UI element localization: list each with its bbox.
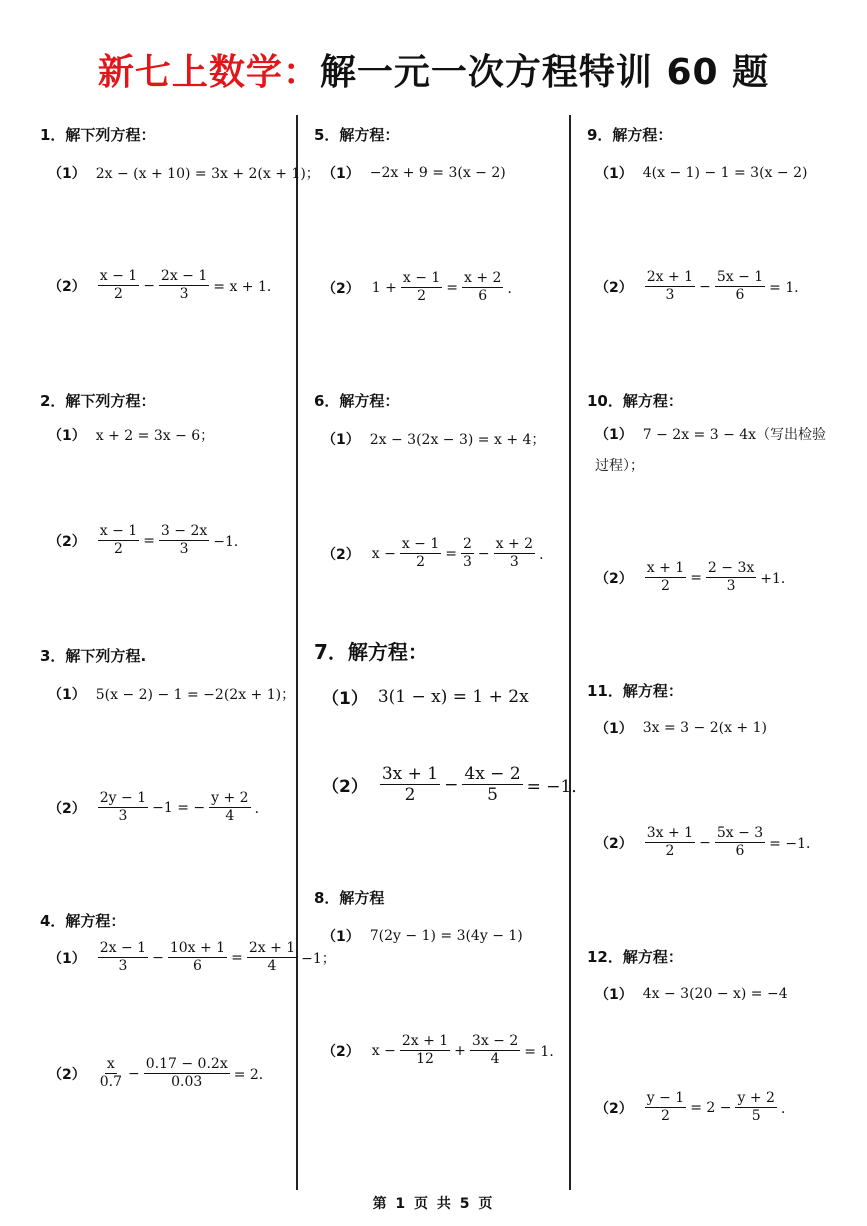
operator: = 1． [769, 279, 809, 296]
numerator: 5x − 1 [716, 269, 764, 285]
denominator: 6 [478, 288, 488, 304]
fraction [209, 790, 250, 825]
problem-1-title: 1．解下列方程： [40, 126, 156, 144]
fraction [462, 764, 522, 805]
problem-4-part-1: （1） $\frac{2x - 1}{3}$ − $\frac{10x + 1}{6}$ = $\frac{2x + 1}{4}$ −1； [48, 940, 336, 974]
problem-5-part-2: （2） 1 + $\frac{x - 1}{2}$ = $\frac{x + 2}{6}$ ． [322, 270, 522, 304]
operator: + [454, 1042, 466, 1059]
fraction [735, 1090, 776, 1125]
numerator: x − 1 [99, 268, 138, 284]
page-footer: 第 1 页 共 5 页 [372, 1196, 495, 1212]
problem-9-part-2: （2） $\frac{2x + 1}{3}$ − $\frac{5x - 1}{6}$ = 1． [595, 269, 809, 303]
denominator: 0.7 [99, 1074, 123, 1090]
problem-10-part-2: （2） $\frac{x + 1}{2}$ = $\frac{2 - 3x}{3}$ +1． [595, 560, 795, 594]
numerator: 3 − 2x [160, 523, 208, 539]
operator: − [477, 545, 490, 562]
fraction [98, 790, 148, 825]
problem-11-part-1: （1） 3x = 3 − 2(x + 1) [595, 720, 767, 737]
denominator: 2 [404, 785, 416, 805]
numerator: 2x + 1 [646, 269, 694, 285]
problem-2-part-1: （1） x + 2 = 3x − 6； [48, 425, 214, 445]
denominator: 4 [267, 958, 277, 974]
numerator: x + 2 [464, 270, 502, 286]
operator: = 2 − [690, 1099, 732, 1116]
equation: −2x + 9 = 3(x − 2) [369, 165, 506, 181]
numerator: y − 1 [646, 1090, 685, 1106]
numerator: 2x − 1 [160, 268, 208, 284]
operator: = [143, 532, 155, 549]
denominator: 2 [417, 288, 427, 304]
problem-11-part-2: （2） $\frac{3x + 1}{2}$ − $\frac{5x - 3}{6}$ = −1． [595, 825, 820, 859]
fraction [168, 940, 227, 975]
problem-3-part-2: （2） $\frac{2y - 1}{3}$ −1 = − $\frac{y + 2}{4}$ ． [48, 790, 269, 824]
problem-6-part-1: （1） 2x − 3(2x − 3) = x + 4； [322, 429, 545, 449]
numerator: x + 2 [495, 536, 534, 552]
title-grade: 新七上数学： [97, 52, 320, 93]
problem-9-title: 9．解方程： [587, 126, 673, 144]
numerator: 3x + 1 [381, 764, 439, 784]
problem-5-part-1: （1） −2x + 9 = 3(x − 2) [322, 165, 506, 182]
operator: − [444, 774, 459, 795]
numerator: 3x + 1 [646, 825, 694, 841]
denominator: 5 [487, 785, 498, 805]
numerator: 2x + 1 [401, 1033, 449, 1049]
numerator: 2y − 1 [99, 790, 147, 806]
denominator: 3 [118, 958, 128, 974]
operator: = 1． [524, 1043, 564, 1060]
fraction [159, 523, 209, 558]
numerator: 2 [463, 536, 472, 552]
denominator: 3 [726, 578, 736, 594]
operator: −1 = − [152, 799, 206, 816]
fraction [494, 536, 535, 571]
fraction [401, 270, 442, 305]
fraction [144, 1056, 230, 1091]
operator: − [143, 277, 155, 294]
fraction [400, 1033, 450, 1068]
problem-7-part-2: （2） $\frac{3x + 1}{2}$ − $\frac{4x - 2}{5}$ = −1． [322, 764, 589, 805]
numerator: 3x − 2 [471, 1033, 519, 1049]
operator: −1； [301, 950, 336, 967]
problem-1-part-2: （2） $\frac{x - 1}{2}$ − $\frac{2x - 1}{3}$ = x + 1． [48, 268, 281, 302]
fraction [247, 940, 297, 975]
operator: = [445, 545, 457, 562]
numerator: 2x + 1 [248, 940, 296, 956]
problem-6-part-2: （2） x − $\frac{x - 1}{2}$ = $\frac{2}{3}$ − $\frac{x + 2}{3}$ ． [322, 536, 554, 570]
equation: x + 2 = 3x − 6； [95, 428, 215, 444]
numerator: x [106, 1056, 115, 1072]
problem-8-part-1: （1） 7(2y − 1) = 3(4y − 1) [322, 928, 523, 945]
fraction [98, 1056, 124, 1091]
problem-10-title: 10．解方程： [587, 392, 683, 410]
problem-11-title: 11．解方程： [587, 682, 683, 700]
equation: 2x − (x + 10) = 3x + 2(x + 1)； [95, 166, 320, 182]
fraction [645, 269, 695, 304]
title-topic: 解一元一次方程特训 60 题 [319, 52, 770, 93]
denominator: 2 [114, 286, 123, 302]
numerator: 5x − 3 [716, 825, 764, 841]
problem-4-title: 4．解方程： [40, 912, 126, 930]
denominator: 2 [114, 541, 123, 557]
problem-8-title: 8．解方程 [314, 889, 385, 907]
fraction [461, 536, 474, 571]
numerator: y + 2 [737, 1090, 775, 1106]
problem-2-part-2: （2） $\frac{x - 1}{2}$ = $\frac{3 - 2x}{3}$ −1． [48, 523, 248, 557]
equation: 5(x − 2) − 1 = −2(2x + 1)； [95, 687, 296, 703]
problem-4-part-2: （2） $\frac{x}{0.7}$ − $\frac{0.17 - 0.2x}{0.03}$ = 2． [48, 1056, 273, 1090]
operator: = x + 1． [213, 278, 281, 295]
numerator: x + 1 [646, 560, 685, 576]
operator: = −1． [526, 777, 589, 797]
fraction [400, 536, 441, 571]
denominator: 3 [665, 287, 675, 303]
column-divider-right [569, 115, 571, 1190]
equation: 4x − 3(20 − x) = −4 [642, 986, 788, 1002]
problem-9-part-1: （1） 4(x − 1) − 1 = 3(x − 2) [595, 165, 808, 182]
operator: − [699, 834, 711, 851]
operator: = −1． [769, 835, 820, 852]
denominator: 0.03 [171, 1074, 203, 1090]
fraction [715, 825, 765, 860]
operator: +1． [760, 570, 795, 587]
equation: 2x − 3(2x − 3) = x + 4； [369, 432, 546, 448]
denominator: 3 [509, 554, 519, 570]
problem-12-title: 12．解方程： [587, 948, 683, 966]
problem-3-part-1: （1） 5(x − 2) − 1 = −2(2x + 1)； [48, 684, 295, 704]
fraction [462, 270, 503, 305]
fraction [645, 825, 695, 860]
operator: ． [780, 1100, 795, 1117]
numerator: 2 − 3x [707, 560, 755, 576]
operator: ． [507, 280, 522, 297]
problem-6-title: 6．解方程： [314, 392, 400, 410]
fraction [706, 560, 756, 595]
fraction [159, 268, 209, 303]
numerator: y + 2 [211, 790, 249, 806]
denominator: 4 [490, 1051, 500, 1067]
problem-7-part-1: （1） 3(1 − x) = 1 + 2x [322, 686, 529, 709]
operator: ． [254, 800, 269, 817]
problem-10-part-1: （1） 7 − 2x = 3 − 4x（写出检验过程）； [595, 427, 827, 474]
numerator: 10x + 1 [169, 940, 226, 956]
numerator: 2x − 1 [99, 940, 147, 956]
fraction [645, 1090, 686, 1125]
equation: 7 − 2x = 3 − 4x（写出检验过程）； [595, 427, 827, 474]
problem-7-title: 7．解方程： [314, 640, 428, 664]
operator: 1 + [371, 279, 397, 296]
denominator: 2 [661, 1108, 670, 1124]
fraction [98, 523, 139, 558]
numerator: 4x − 2 [464, 764, 521, 784]
numerator: x − 1 [401, 536, 440, 552]
denominator: 3 [118, 808, 128, 824]
operator: − [128, 1065, 140, 1082]
fraction [470, 1033, 520, 1068]
equation: 3(1 − x) = 1 + 2x [377, 686, 529, 707]
problem-3-title: 3．解下列方程. [40, 647, 147, 665]
denominator: 6 [735, 287, 745, 303]
denominator: 12 [416, 1051, 434, 1067]
denominator: 3 [179, 541, 189, 557]
problem-8-part-2: （2） x − $\frac{2x + 1}{12}$ + $\frac{3x - 2}{4}$ = 1． [322, 1033, 564, 1067]
equation: 7(2y − 1) = 3(4y − 1) [369, 928, 523, 944]
operator: ． [539, 546, 554, 563]
fraction [645, 560, 686, 595]
denominator: 6 [735, 843, 745, 859]
denominator: 4 [225, 808, 235, 824]
denominator: 3 [463, 554, 472, 570]
page-title [0, 44, 867, 95]
operator: x − [371, 1042, 396, 1059]
problem-12-part-2: （2） $\frac{y - 1}{2}$ = 2 − $\frac{y + 2}{5}$ ． [595, 1090, 795, 1124]
problem-2-title: 2．解下列方程： [40, 392, 156, 410]
operator: = 2． [233, 1066, 273, 1083]
problem-12-part-1: （1） 4x − 3(20 − x) = −4 [595, 986, 788, 1003]
equation: 4(x − 1) − 1 = 3(x − 2) [642, 165, 808, 181]
denominator: 2 [416, 554, 425, 570]
operator: = [231, 949, 243, 966]
fraction [98, 268, 139, 303]
operator: = [446, 279, 459, 296]
fraction [715, 269, 765, 304]
denominator: 3 [179, 286, 189, 302]
equation: 3x = 3 − 2(x + 1) [642, 720, 767, 736]
operator: x − [371, 545, 396, 562]
problem-1-part-1: （1） 2x − (x + 10) = 3x + 2(x + 1)； [48, 163, 320, 183]
numerator: 0.17 − 0.2x [145, 1056, 228, 1072]
column-divider-left [296, 115, 298, 1190]
denominator: 5 [751, 1108, 761, 1124]
numerator: x − 1 [99, 523, 138, 539]
fraction [98, 940, 148, 975]
operator: = [690, 569, 702, 586]
denominator: 6 [192, 958, 202, 974]
denominator: 2 [661, 578, 670, 594]
denominator: 2 [665, 843, 675, 859]
fraction [380, 764, 440, 805]
problem-5-title: 5．解方程： [314, 126, 400, 144]
operator: − [152, 949, 164, 966]
numerator: x − 1 [402, 270, 441, 286]
operator: −1． [213, 533, 248, 550]
operator: − [699, 278, 711, 295]
